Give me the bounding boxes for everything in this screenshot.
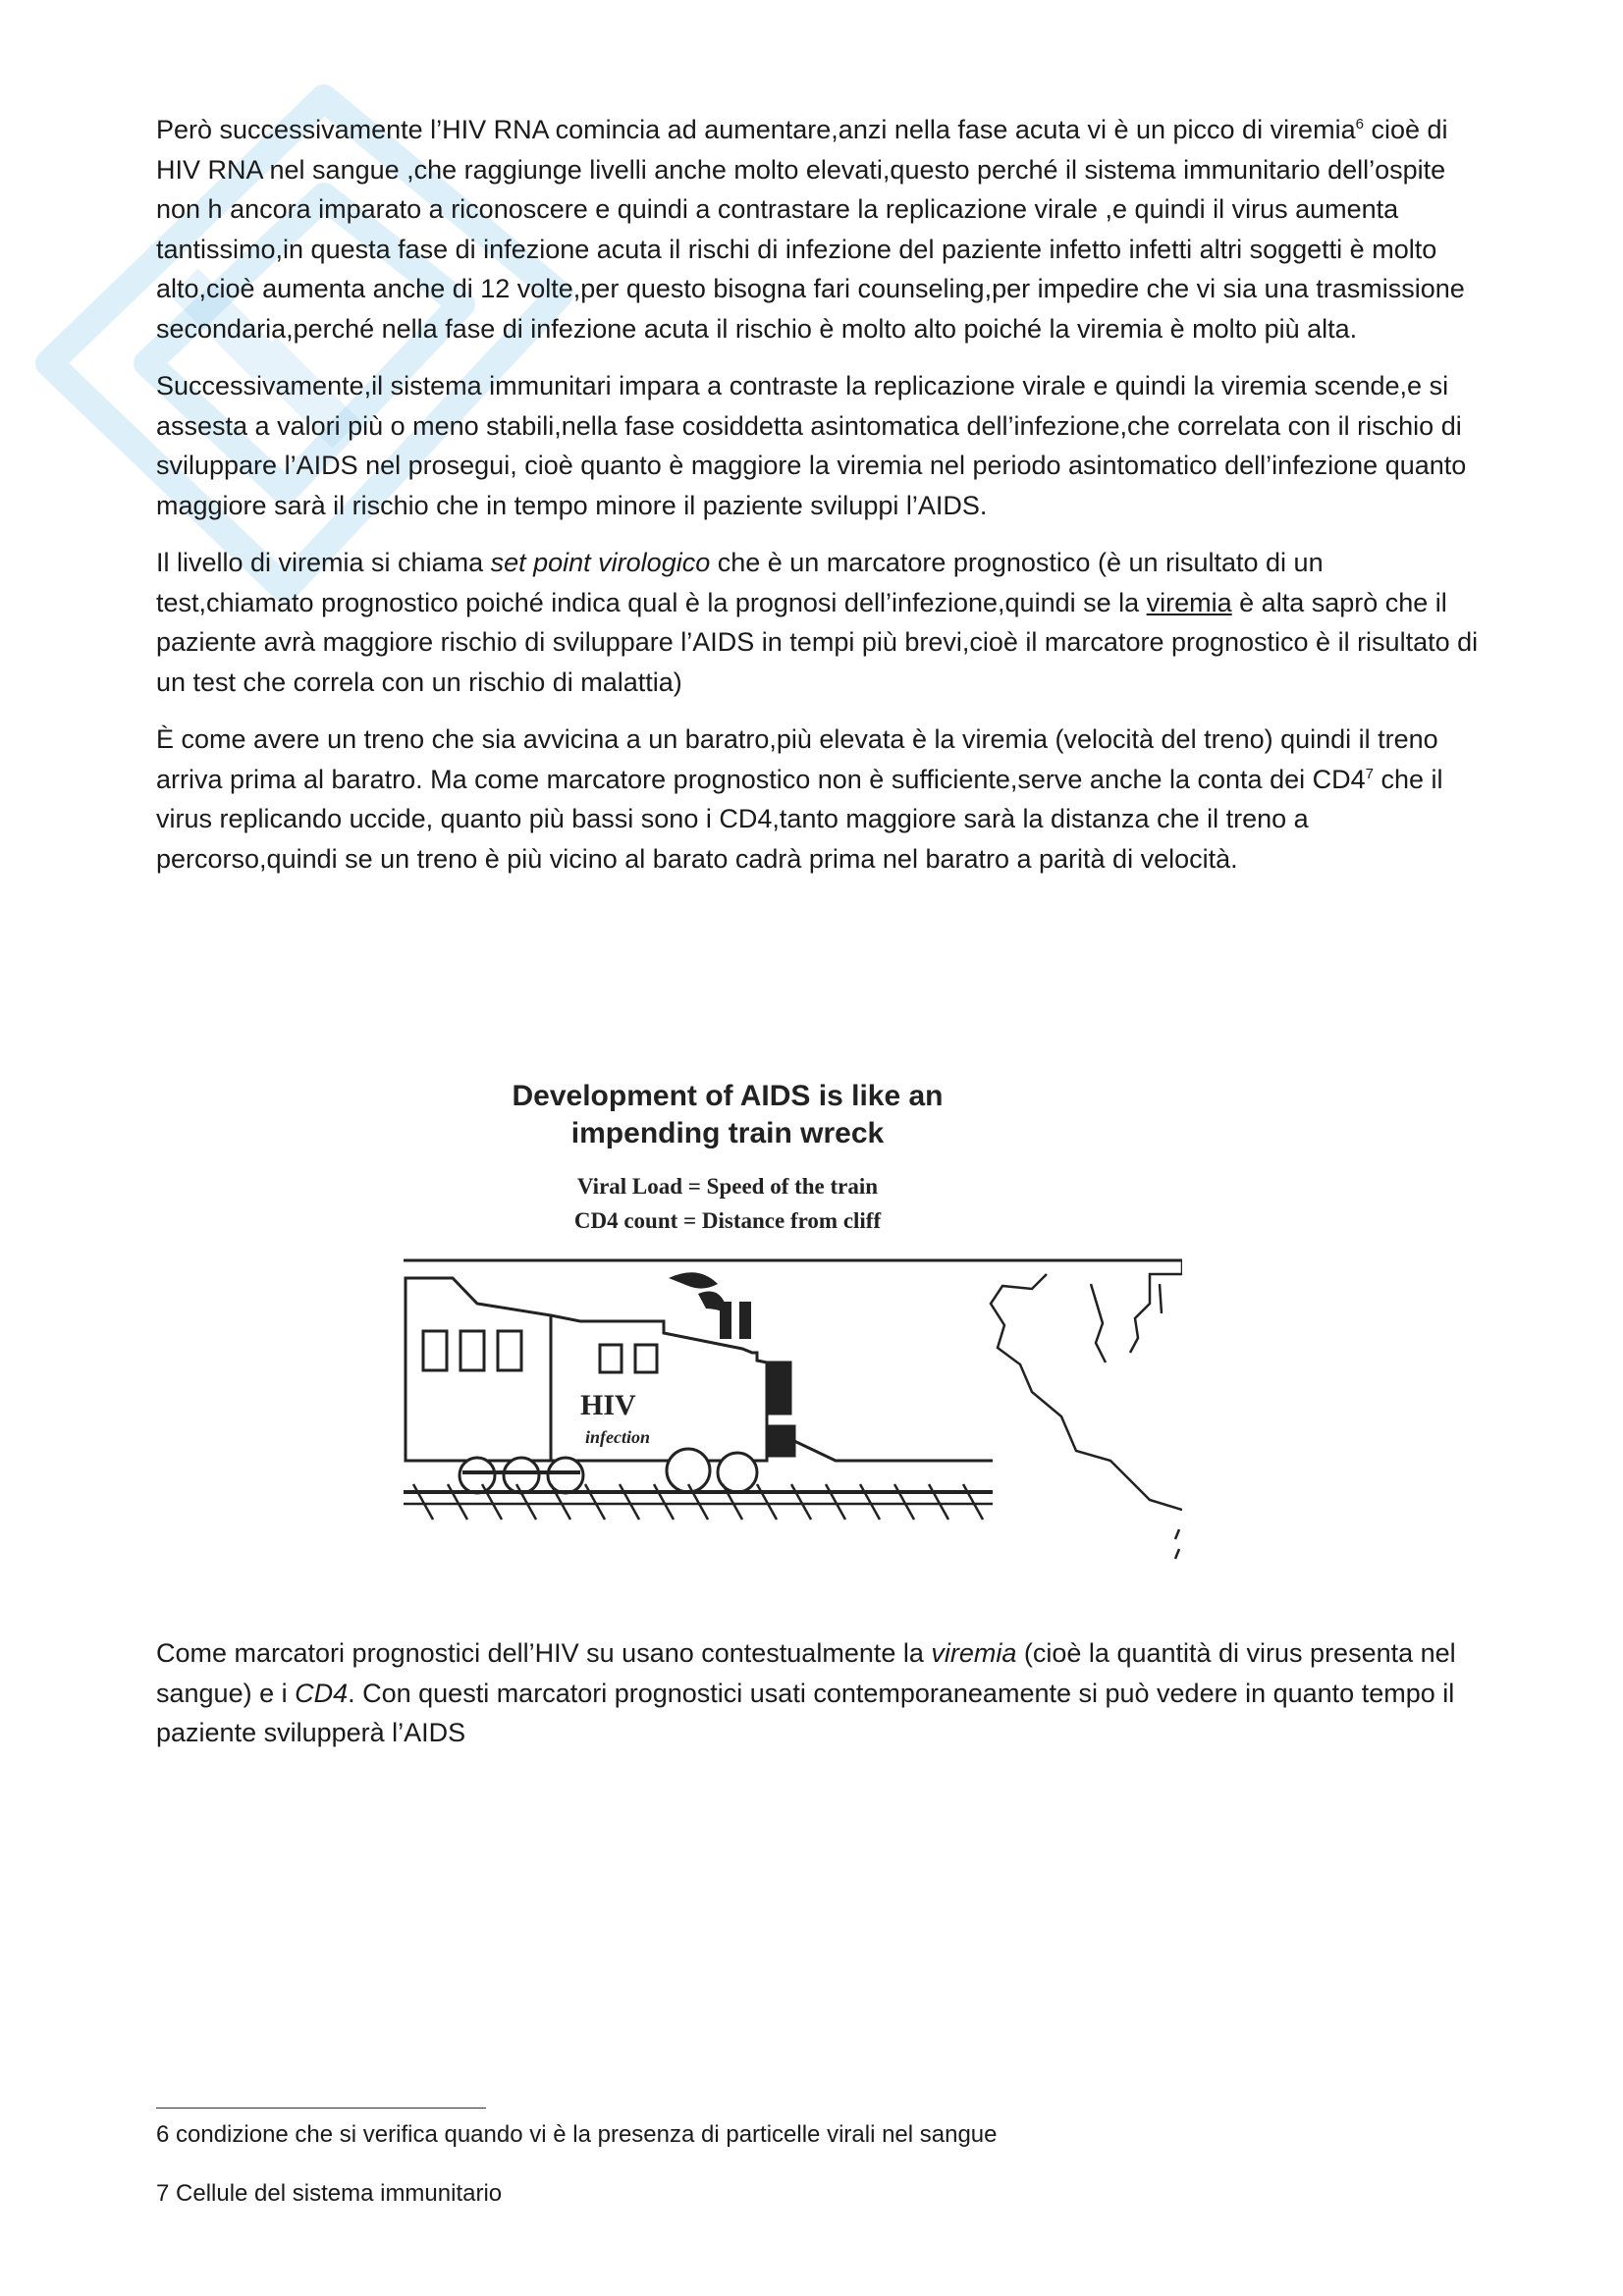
- paragraph-4-text-a: È come avere un treno che sia avvicina a un baratro,più elevata è la viremia (velocità del treno) quindi il treno arriva prima al baratro. Ma come marcatore prognostico non è sufficiente,serve anche la conta dei CD4: [156, 724, 1438, 794]
- train-sublabel: infection: [585, 1427, 650, 1447]
- paragraph-5-text-c: . Con questi marcatori prognostici usati contemporaneamente si può vedere in quanto tempo il paziente svilupperà l’AIDS: [156, 1678, 1455, 1747]
- paragraph-1-text-a: Però successivamente l’HIV RNA comincia ad aumentare,anzi nella fase acuta vi è un picco di viremia: [156, 115, 1356, 144]
- smoke: [669, 1272, 751, 1339]
- paragraph-5-text-b: (cioè la quantità di virus presenta nel sangue) e i: [156, 1638, 1456, 1708]
- paragraph-5: [156, 1633, 1482, 1753]
- paragraph-3-text-c: è alta saprò che il paziente avrà maggiore rischio di sviluppare l’AIDS in tempi più brevi,cioè il marcatore prognostico è il risultato di un test che correla con un rischio di malattia): [156, 587, 1479, 697]
- document-body: [156, 110, 1482, 896]
- paragraph-5-text-a: Come marcatori prognostici dell’HIV su usano contestualmente la: [156, 1638, 932, 1668]
- viremia-term: viremia: [931, 1638, 1017, 1668]
- paragraph-1-text-b: cioè di HIV RNA nel sangue ,che raggiunge livelli anche molto elevati,questo perché il sistema immunitario dell’ospite non h ancora imparato a riconoscere e quindi a contrastare la replicazione virale ,e quindi il virus aumenta tantissimo,in questa fase di infezione acuta il rischi di infezione del paziente infetto infetti altri soggetti è molto alto,cioè aumenta anche di 12 volte,per questo bisogna fari counseling,per impedire che vi sia una trasmissione secondaria,perché nella fase di infezione acuta il rischio è molto alto poiché la viremia è molto più alta.: [156, 115, 1465, 344]
- paragraph-3-text-a: Il livello di viremia si chiama: [156, 548, 491, 577]
- wheels: [460, 1449, 757, 1493]
- train-label: HIV: [580, 1389, 636, 1421]
- figure-title-line-2: impending train wreck: [570, 1117, 885, 1149]
- paragraph-4-text-b: che il virus replicando uccide, quanto più bassi sono i CD4,tanto maggiore sarà la distanza che il treno a percorso,quindi se un treno è più vicino al barato cadrà prima nel baratro a parità di velocità.: [156, 764, 1443, 874]
- set-point-term: set point virologico: [490, 548, 711, 577]
- footnote-separator: [156, 2108, 486, 2109]
- train: [406, 1278, 993, 1461]
- paragraph-3: [156, 543, 1482, 702]
- viremia-underlined: viremia: [1146, 587, 1232, 617]
- cd4-term: CD4: [295, 1678, 349, 1708]
- footnote-ref-6[interactable]: 6: [1355, 116, 1364, 133]
- document-body-continued: [156, 1633, 1482, 1771]
- footnote-ref-7[interactable]: 7: [1365, 765, 1374, 782]
- footnote-6: 6 condizione che si verifica quando vi è la presenza di particelle virali nel sangue: [156, 2121, 998, 2148]
- paragraph-4: [156, 720, 1482, 879]
- paragraph-3-text-b: che è un marcatore prognostico (è un risultato di un test,chiamato prognostico poiché indica qual è la prognosi dell’infezione,quindi se la: [156, 548, 1324, 617]
- paragraph-2: Successivamente,il sistema immunitari impara a contraste la replicazione virale e quindi la viremia scende,e si assesta a valori più o meno stabili,nella fase cosiddetta asintomatica dell’infezione,che correlata con il rischio di sviluppare l’AIDS nel prosegui, cioè quanto è maggiore la viremia nel periodo asintomatico dell’infezione quanto maggiore sarà il rischio che in tempo minore il paziente sviluppi l’AIDS.: [156, 371, 1467, 520]
- figure-legend-line-1: Viral Load = Speed of the train: [576, 1174, 879, 1199]
- figure-legend-line-2: CD4 count = Distance from cliff: [573, 1208, 882, 1233]
- footnote-7: 7 Cellule del sistema immunitario: [156, 2180, 503, 2207]
- paragraph-1: [156, 110, 1482, 348]
- figure-title-line-1: Development of AIDS is like an: [512, 1080, 944, 1112]
- cliff: [991, 1260, 1182, 1559]
- train-wreck-figure: [404, 1068, 1182, 1576]
